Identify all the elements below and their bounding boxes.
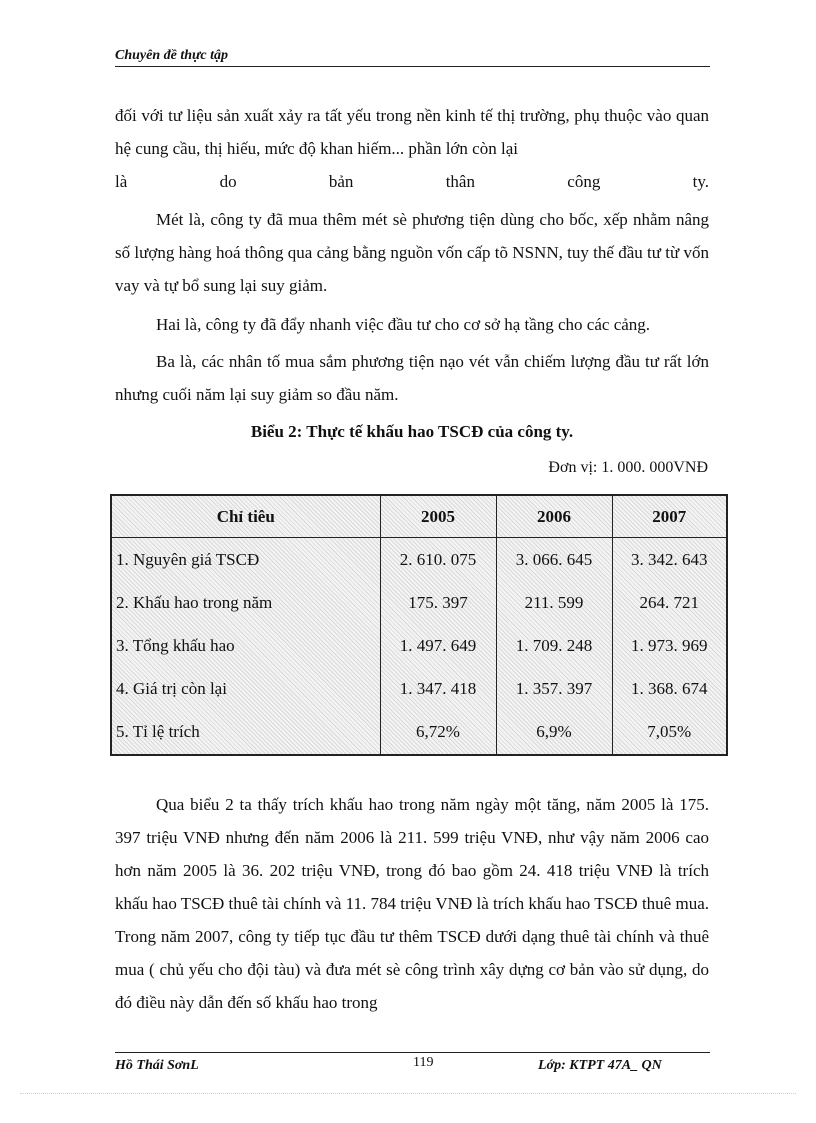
table-row <box>112 581 726 624</box>
cell-value: 2. 610. 075 <box>380 538 496 582</box>
row-label: 4. Giá trị còn lại <box>112 668 380 711</box>
table-header-row <box>112 496 726 538</box>
paragraph-one: Mét là, công ty đã mua thêm mét sè phương tiện dùng cho bốc, xếp nhằm nâng số lượng hàng hoá thông qua cảng bằng nguồn vốn cấp tõ NSNN, tuy thế đầu tư từ vốn vay và tự bổ sung lại suy giảm. <box>115 210 709 295</box>
cell-value: 1. 973. 969 <box>631 635 708 655</box>
paragraph-continuation <box>115 99 709 165</box>
cell-value: 1. 357. 397 <box>496 668 612 711</box>
paragraph-three: Ba là, các nhân tố mua sắm phương tiện nạo vét vẫn chiếm lượng đầu tư rất lớn nhưng cuối năm lại suy giảm so đầu năm. <box>115 352 709 404</box>
depreciation-table <box>110 494 728 756</box>
header-title: Chuyên đề thực tập <box>115 48 229 63</box>
page-footer <box>115 1052 710 1077</box>
table-row <box>112 711 726 754</box>
table-caption: Biểu 2: Thực tế khấu hao TSCĐ của công ty. <box>250 422 574 441</box>
paragraph-text: là do bản thân công ty. <box>115 172 709 191</box>
cell-value: 7,05% <box>647 722 692 742</box>
page-header <box>115 46 710 67</box>
cell-value: 6,9% <box>496 711 612 754</box>
cell-value: 175. 397 <box>380 581 496 624</box>
cell-value: 3. 066. 645 <box>496 538 612 582</box>
header-cell: 2005 <box>380 496 496 538</box>
footer-class: Lớp: KTPT 47A_ QN <box>538 1058 662 1073</box>
table-row <box>112 538 726 582</box>
footer-author: Hồ Thái SơnL <box>115 1058 199 1073</box>
paragraph-last-line <box>115 165 709 198</box>
header-cell: Chỉ tiêu <box>112 496 380 538</box>
row-label: 5. Tỉ lệ trích <box>112 711 380 754</box>
paragraph-two: Hai là, công ty đã đẩy nhanh việc đầu tư cho cơ sở hạ tầng cho các cảng. <box>156 315 651 334</box>
cell-value: 1. 368. 674 <box>631 679 708 699</box>
table-unit: Đơn vị: 1. 000. 000VNĐ <box>548 459 708 476</box>
page-edge-divider <box>20 1093 796 1094</box>
paragraph-analysis: Qua biểu 2 ta thấy trích khấu hao trong năm ngày một tăng, năm 2005 là 175. 397 triệu VNĐ nhưng đến năm 2006 là 211. 599 triệu VNĐ, như vậy năm 2006 cao hơn năm 2005 là 36. 202 triệu VNĐ, trong đó bao gồm 24. 418 triệu VNĐ là trích khấu hao TSCĐ thuê tài chính và 11. 784 triệu VNĐ là trích khấu hao TSCĐ thuê mua. Trong năm 2007, công ty tiếp tục đầu tư thêm TSCĐ dưới dạng thuê tài chính và thuê mua ( chủ yếu cho đội tàu) và đưa mét sè công trình xây dựng cơ bản vào sử dụng, do đó điều này dẫn đến số khấu hao trong <box>115 795 709 1012</box>
cell-value: 211. 599 <box>496 581 612 624</box>
header-cell: 2007 <box>612 496 726 538</box>
paragraph-text: đối với tư liệu sản xuất xảy ra tất yếu trong nền kinh tế thị trường, phụ thuộc vào quan hệ cung cầu, thị hiếu, mức độ khan hiếm... phần lớn còn lại <box>115 106 709 158</box>
page-number: 119 <box>413 1055 434 1070</box>
table-row <box>112 624 726 667</box>
table-row <box>112 668 726 711</box>
cell-value: 3. 342. 643 <box>631 549 708 569</box>
row-label: 3. Tổng khấu hao <box>112 624 380 667</box>
cell-value: 1. 347. 418 <box>380 668 496 711</box>
cell-value: 264. 721 <box>639 592 699 612</box>
cell-value: 1. 497. 649 <box>380 624 496 667</box>
row-label: 2. Khấu hao trong năm <box>112 581 380 624</box>
row-label: 1. Nguyên giá TSCĐ <box>112 538 380 582</box>
cell-value: 6,72% <box>380 711 496 754</box>
header-cell: 2006 <box>496 496 612 538</box>
cell-value: 1. 709. 248 <box>496 624 612 667</box>
